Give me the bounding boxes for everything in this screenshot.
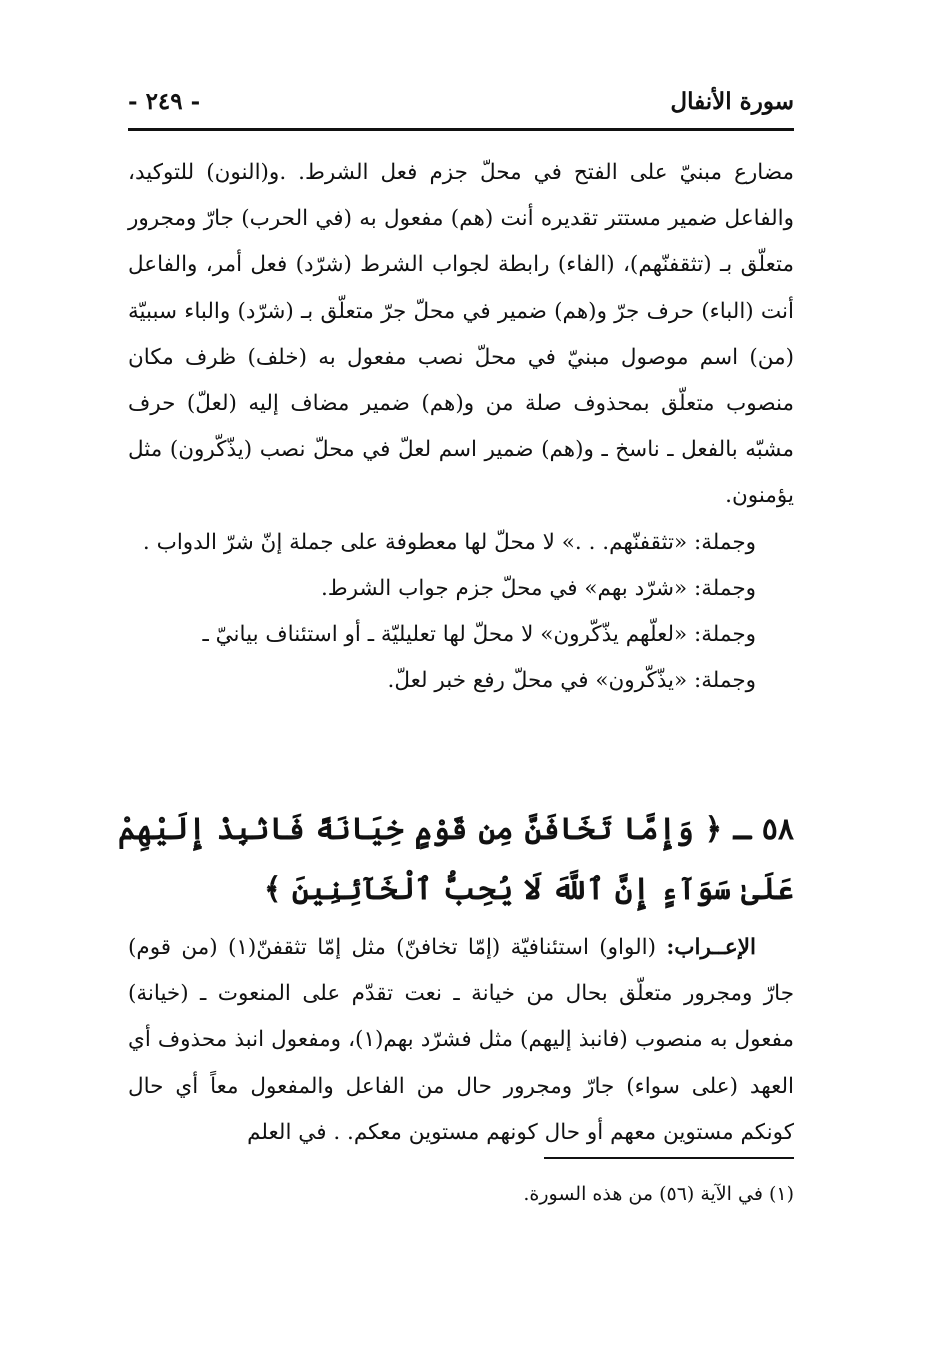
irab-text: (الواو) استئنافيّة (إمّا تخافنّ) مثل إمّا تثقفنّ(١) (من قوم) جارّ ومجرور متعلّق بحال من خيانة ـ نعت تقدّم على المنعوت ـ (خيانة) مفعول به منصوب (فانبذ إليهم) مثل فشرّد بهم(١)، ومفعول انبذ محذوف أي العهد (على سواء) جارّ ومجرور حال من الفاعل والمفعول معاً أي حال كونكم مستوين معهم أو حال كونهم مستوين معكم. . في العلم — [128, 935, 795, 1145]
paragraph-grammar: مضارع مبنيّ على الفتح في محلّ جزم فعل الشرط. .و(النون) للتوكيد، والفاعل ضمير مستتر تقديره أنت (هم) مفعول به (في الحرب) جارّ ومجرور متعلّق بـ (تثقفنّهم)، (الفاء) رابطة لجواب الشرط (شرّد) فعل أمر، والفاعل أنت (الباء) حرف جرّ و(هم) ضمير في محلّ جرّ متعلّق بـ (شرّد) والباء سببيّة (من) اسم موصول مبنيّ في محلّ نصب مفعول به (خلف) ظرف مكان منصوب متعلّق بمحذوف صلة من و(هم) ضمير مضاف إليه (لعلّ) حرف مشبّه بالفعل ـ ناسخ ـ و(هم) ضمير اسم لعلّ في محلّ نصب (يذّكّرون) مثل يؤمنون. — [128, 160, 794, 509]
footnote-rule — [544, 1157, 794, 1159]
main-text — [128, 150, 794, 704]
sentence-analysis-4: وجملة: «يذّكّرون» في محلّ رفع خبر لعلّ. — [387, 668, 756, 694]
irab-section — [128, 925, 794, 1156]
surah-title: سورة الأنفال — [670, 88, 794, 115]
page-header — [128, 82, 794, 128]
sentence-analysis-1: وجملة: «تثقفنّهم. . .» لا محلّ لها معطوفة على جملة إنّ شرّ الدواب . — [142, 529, 756, 555]
page-number: - ٢٤٩ - — [128, 88, 201, 115]
sentence-analysis-2: وجملة: «شرّد بهم» في محلّ جزم جواب الشرط. — [320, 575, 756, 601]
quran-verse: ٥٨ ـ ﴿ وَإِمَّا تَخَافَنَّ مِن قَوْمٍ خِيَانَةً فَانۢبِذْ إِلَيْهِمْ عَلَىٰ سَوَآءٍ إِنَّ ٱللَّهَ لَا يُحِبُّ ٱلْخَآئِنِينَ ﴾ — [118, 812, 794, 907]
irab-label: الإعــراب: — [666, 935, 756, 960]
header-rule — [128, 128, 794, 131]
footnote: (١) في الآية (٥٦) من هذه السورة. — [523, 1183, 794, 1205]
sentence-analysis-3: وجملة: «لعلّهم يذّكّرون» لا محلّ لها تعليليّة ـ أو استئناف بيانيّ ـ — [202, 622, 756, 648]
